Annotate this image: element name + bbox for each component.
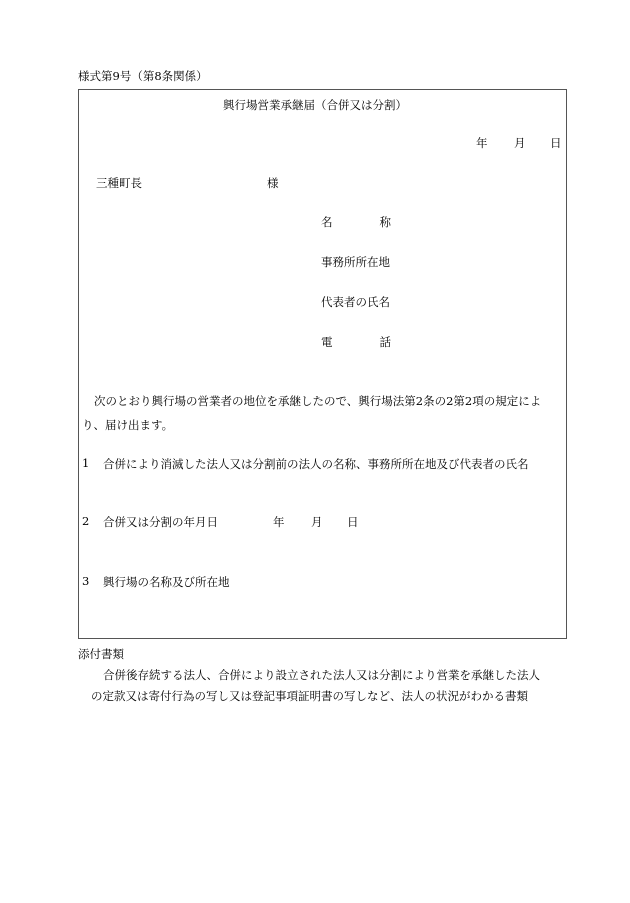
form-title: 興行場営業承継届（合併又は分割） bbox=[223, 98, 407, 112]
item-1-number: 1 bbox=[82, 456, 90, 470]
item-2-month: 月 bbox=[311, 515, 323, 529]
item-1-text: 合併により消滅した法人又は分割前の法人の名称、事務所所在地及び代表者の氏名 bbox=[103, 457, 529, 471]
item-3-text: 興行場の名称及び所在地 bbox=[103, 575, 230, 589]
statement: 次のとおり興行場の営業者の地位を承継したので、興行場法第2条の2第2項の規定により、届け出ます。 bbox=[82, 394, 542, 432]
item-2-year: 年 bbox=[273, 515, 285, 529]
attachments-line-1: 合併後存続する法人、合併により設立された法人又は分割により営業を承継した法人 bbox=[103, 668, 540, 682]
applicant-name-label: 名 称 bbox=[321, 215, 391, 229]
applicant-phone-label: 電 話 bbox=[321, 335, 391, 349]
addressee-name: 三種町長 bbox=[96, 176, 142, 190]
date-year: 年 bbox=[476, 136, 488, 150]
date-month: 月 bbox=[514, 136, 526, 150]
applicant-rep-label: 代表者の氏名 bbox=[321, 295, 390, 309]
form-number: 様式第9号（第8条関係） bbox=[78, 69, 208, 83]
form-frame bbox=[78, 89, 567, 639]
item-2-text: 合併又は分割の年月日 bbox=[103, 515, 218, 529]
attachments-line-2: の定款又は寄付行為の写し又は登記事項証明書の写しなど、法人の状況がわかる書類 bbox=[91, 689, 528, 703]
addressee-honorific: 様 bbox=[267, 176, 279, 190]
attachments-heading: 添付書類 bbox=[78, 647, 124, 661]
item-2-number: 2 bbox=[82, 514, 90, 528]
item-2-day: 日 bbox=[347, 515, 359, 529]
date-day: 日 bbox=[550, 136, 562, 150]
applicant-office-label: 事務所所在地 bbox=[321, 255, 390, 269]
item-3-number: 3 bbox=[82, 574, 90, 588]
